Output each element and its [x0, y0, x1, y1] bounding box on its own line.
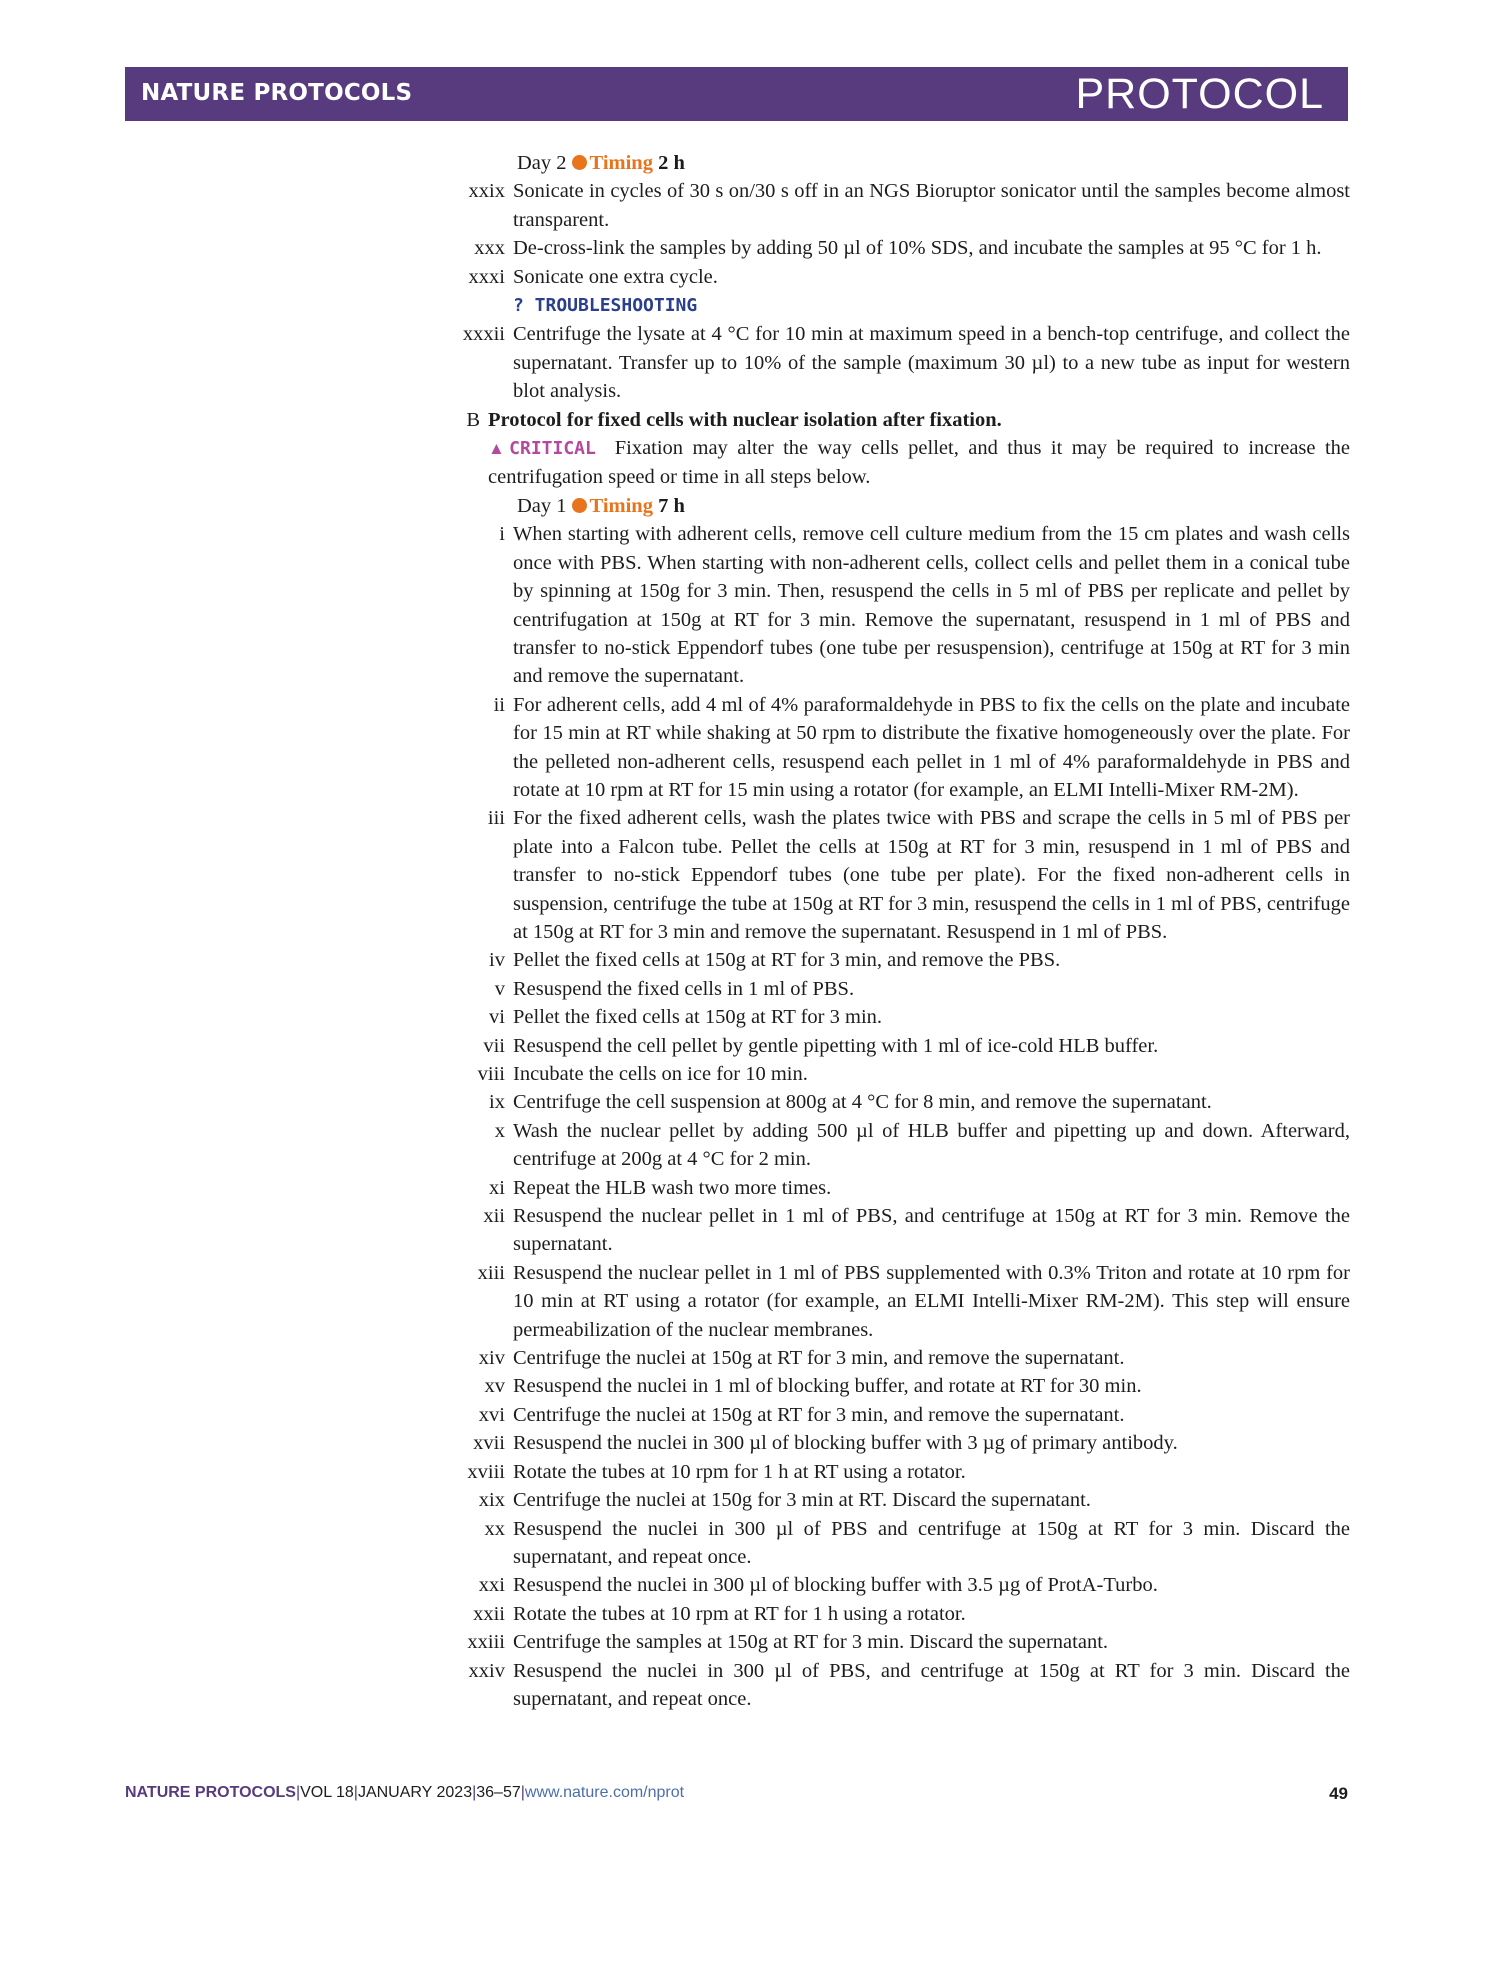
step-number: xx — [484, 1517, 505, 1540]
protocol-step — [460, 1259, 1350, 1344]
protocol-step — [460, 1401, 1350, 1429]
timing-dot-icon — [572, 155, 587, 170]
step-text: Resuspend the nuclei in 300 µl of PBS, and centrifuge at 150g at RT for 3 min. Discard the supernatant, and repeat once. — [513, 1659, 1350, 1710]
troubleshooting-link[interactable] — [460, 291, 1350, 320]
step-number: xxx — [474, 237, 505, 260]
steps-day2 — [460, 177, 1350, 291]
step-number: xviii — [467, 1460, 505, 1483]
day-label: Day 1 — [517, 494, 567, 517]
protocol-step — [460, 1032, 1350, 1060]
footer-volume: VOL 18 — [300, 1784, 354, 1801]
step-number: xvi — [478, 1403, 505, 1426]
protocol-step — [460, 975, 1350, 1003]
step-text: Resuspend the nuclei in 300 µl of blocking buffer with 3.5 µg of ProtA-Turbo. — [513, 1574, 1158, 1597]
page-content — [460, 149, 1350, 1713]
protocol-step — [460, 263, 1350, 291]
journal-name: NATURE PROTOCOLS — [141, 80, 413, 106]
step-number: vi — [489, 1006, 505, 1029]
section-b-heading — [460, 406, 1350, 434]
step-text: Rotate the tubes at 10 rpm for 1 h at RT using a rotator. — [513, 1460, 966, 1483]
step-text: Wash the nuclear pellet by adding 500 µl of HLB buffer and pipetting up and down. Afterward, centrifuge at 200g at 4 °C for 2 min. — [513, 1119, 1350, 1171]
step-number: xxxii — [462, 323, 505, 346]
step-number: xiii — [477, 1261, 505, 1284]
step-text: Sonicate in cycles of 30 s on/30 s off in an NGS Bioruptor sonicator until the samples become almost transparent. — [513, 180, 1350, 231]
protocol-step — [460, 1628, 1350, 1656]
step-text: Resuspend the nuclear pellet in 1 ml of PBS, and centrifuge at 150g at RT for 3 min. Remove the supernatant. — [513, 1205, 1350, 1256]
step-text: Resuspend the nuclear pellet in 1 ml of PBS supplemented with 0.3% Triton and rotate at 10 rpm for 10 min at RT using a rotator (for example, an ELMI Intelli-Mixer RM-2M). This step will ensure permeabilization of the nuclear membranes. — [513, 1261, 1350, 1341]
step-number: iv — [489, 949, 505, 972]
step-text: Resuspend the nuclei in 300 µl of PBS and centrifuge at 150g at RT for 3 min. Discard the supernatant, and repeat once. — [513, 1517, 1350, 1568]
step-text: For the fixed adherent cells, wash the plates twice with PBS and scrape the cells in 5 ml of PBS per plate into a Falcon tube. Pellet the cells at 150g at RT for 3 min, resuspend in 1 ml of PBS and transfer to no-stick Eppendorf tubes (one tube per plate). For the fixed non-adherent cells in suspension, centrifuge the tube at 150g at RT for 3 min, resuspend the cells in 1 ml of PBS, centrifuge at 150g at RT for 3 min and remove the supernatant. Resuspend in 1 ml of PBS. — [513, 807, 1350, 943]
step-text: Repeat the HLB wash two more times. — [513, 1176, 832, 1199]
timing-dot-icon — [572, 498, 587, 513]
protocol-step — [460, 177, 1350, 234]
protocol-step — [460, 1088, 1350, 1116]
protocol-step — [460, 1429, 1350, 1457]
step-number: xxiii — [467, 1631, 505, 1654]
critical-text: Fixation may alter the way cells pellet, and thus it may be required to increase the centrifugation speed or time in all steps below. — [488, 437, 1350, 489]
step-number: xxii — [473, 1602, 505, 1625]
protocol-step — [460, 1458, 1350, 1486]
step-text: De-cross-link the samples by adding 50 µl of 10% SDS, and incubate the samples at 95 °C for 1 h. — [513, 237, 1322, 260]
step-text: Centrifuge the samples at 150g at RT for 3 min. Discard the supernatant. — [513, 1631, 1109, 1654]
step-number: xxi — [478, 1574, 505, 1597]
section-title: Protocol for fixed cells with nuclear isolation after fixation. — [488, 408, 1002, 431]
protocol-step — [460, 1657, 1350, 1714]
step-number: iii — [487, 807, 505, 830]
protocol-step — [460, 1571, 1350, 1599]
timing-label: Timing — [589, 494, 653, 517]
footer-journal: NATURE PROTOCOLS — [125, 1784, 296, 1801]
step-number: xxxi — [468, 265, 505, 288]
timing-label: Timing — [589, 152, 653, 174]
protocol-step — [460, 1202, 1350, 1259]
step-number: ii — [493, 693, 505, 716]
step-number: xxix — [468, 180, 505, 203]
step-number: xix — [478, 1489, 505, 1512]
protocol-step — [460, 234, 1350, 262]
step-number: xiv — [478, 1347, 505, 1370]
section-letter: B — [466, 408, 480, 431]
step-number: xi — [489, 1176, 505, 1199]
step-number: xvii — [473, 1432, 505, 1455]
protocol-step — [460, 946, 1350, 974]
day1-timing — [460, 492, 1350, 520]
protocol-step — [460, 1117, 1350, 1174]
step-number: xii — [483, 1205, 505, 1228]
footer-url[interactable]: www.nature.com/nprot — [524, 1784, 685, 1801]
footer-date: JANUARY 2023 — [357, 1784, 473, 1801]
protocol-step — [460, 1003, 1350, 1031]
step-number: i — [499, 523, 505, 546]
step-text: Resuspend the fixed cells in 1 ml of PBS. — [513, 977, 855, 1000]
step-number: vii — [483, 1034, 505, 1057]
step-number: v — [494, 977, 505, 1000]
warning-triangle-icon: ▲ — [488, 439, 510, 459]
timing-duration: 2 h — [658, 152, 685, 174]
protocol-step — [460, 1600, 1350, 1628]
step-text: Incubate the cells on ice for 10 min. — [513, 1063, 808, 1085]
troubleshooting-label[interactable]: ? TROUBLESHOOTING — [513, 295, 698, 317]
day-label: Day 2 — [517, 152, 567, 174]
day2-timing — [460, 149, 1350, 177]
step-text: Centrifuge the nuclei at 150g at RT for 3 min, and remove the supernatant. — [513, 1347, 1125, 1370]
article-type: PROTOCOL — [1075, 70, 1324, 118]
protocol-step — [460, 1174, 1350, 1202]
protocol-step — [460, 1060, 1350, 1088]
step-text: Rotate the tubes at 10 rpm at RT for 1 h using a rotator. — [513, 1602, 966, 1625]
step-number: ix — [489, 1091, 505, 1114]
critical-label: CRITICAL — [509, 438, 596, 460]
timing-duration: 7 h — [658, 494, 685, 517]
protocol-step — [460, 1344, 1350, 1372]
page-footer: NATURE PROTOCOLS|VOL 18|JANUARY 2023|36–57|www.nature.com/nprot 49 — [125, 1784, 1348, 1803]
step-text: Resuspend the nuclei in 300 µl of blocking buffer with 3 µg of primary antibody. — [513, 1432, 1178, 1455]
step-text: Centrifuge the lysate at 4 °C for 10 min at maximum speed in a bench-top centrifuge, and collect the supernatant. Transfer up to 10% of the sample (maximum 30 µl) to a new tube as input for western blot analysis. — [513, 323, 1350, 403]
footer-pages: 36–57 — [476, 1784, 521, 1801]
step-text: Pellet the fixed cells at 150g at RT for 3 min, and remove the PBS. — [513, 949, 1061, 972]
step-text: For adherent cells, add 4 ml of 4% paraformaldehyde in PBS to fix the cells on the plate and incubate for 15 min at RT while shaking at 50 rpm to distribute the fixative homogeneously over the plate. For the pelleted non-adherent cells, resuspend each pellet in 1 ml of 4% paraformaldehyde in PBS and rotate at 10 rpm at RT for 15 min using a rotator (for example, an ELMI Intelli-Mixer RM-2M). — [513, 693, 1350, 801]
page-number: 49 — [1329, 1784, 1348, 1803]
step-text: Centrifuge the nuclei at 150g for 3 min at RT. Discard the supernatant. — [513, 1489, 1091, 1512]
step-text: When starting with adherent cells, remove cell culture medium from the 15 cm plates and wash cells once with PBS. When starting with non-adherent cells, collect cells and pellet them in a conical tube by spinning at 150g for 3 min. Then, resuspend the cells in 5 ml of PBS per replicate and pellet by centrifugation at 150g at RT for 3 min. Remove the supernatant, resuspend in 1 ml of PBS and transfer to no-stick Eppendorf tubes (one tube per resuspension), centrifuge at 150g at RT for 3 min and remove the supernatant. — [513, 523, 1350, 688]
step-text: Centrifuge the cell suspension at 800g at 4 °C for 8 min, and remove the supernatant. — [513, 1091, 1212, 1114]
step-number: xv — [484, 1375, 505, 1398]
protocol-step — [460, 520, 1350, 690]
protocol-step — [460, 320, 1350, 405]
critical-note — [460, 434, 1350, 492]
protocol-step — [460, 1372, 1350, 1400]
step-text: Sonicate one extra cycle. — [513, 265, 718, 288]
protocol-step — [460, 1486, 1350, 1514]
protocol-step — [460, 804, 1350, 946]
steps-day1 — [460, 520, 1350, 1713]
step-text: Resuspend the cell pellet by gentle pipetting with 1 ml of ice-cold HLB buffer. — [513, 1034, 1159, 1057]
protocol-step — [460, 691, 1350, 805]
step-text: Resuspend the nuclei in 1 ml of blocking buffer, and rotate at RT for 30 min. — [513, 1375, 1142, 1398]
step-text: Pellet the fixed cells at 150g at RT for 3 min. — [513, 1006, 883, 1029]
header-banner — [125, 67, 1348, 121]
step-number: viii — [477, 1063, 505, 1085]
step-text: Centrifuge the nuclei at 150g at RT for 3 min, and remove the supernatant. — [513, 1403, 1125, 1426]
step-number: xxiv — [468, 1659, 505, 1682]
steps-day2-continued — [460, 320, 1350, 405]
protocol-step — [460, 1515, 1350, 1572]
step-number: x — [494, 1119, 505, 1142]
